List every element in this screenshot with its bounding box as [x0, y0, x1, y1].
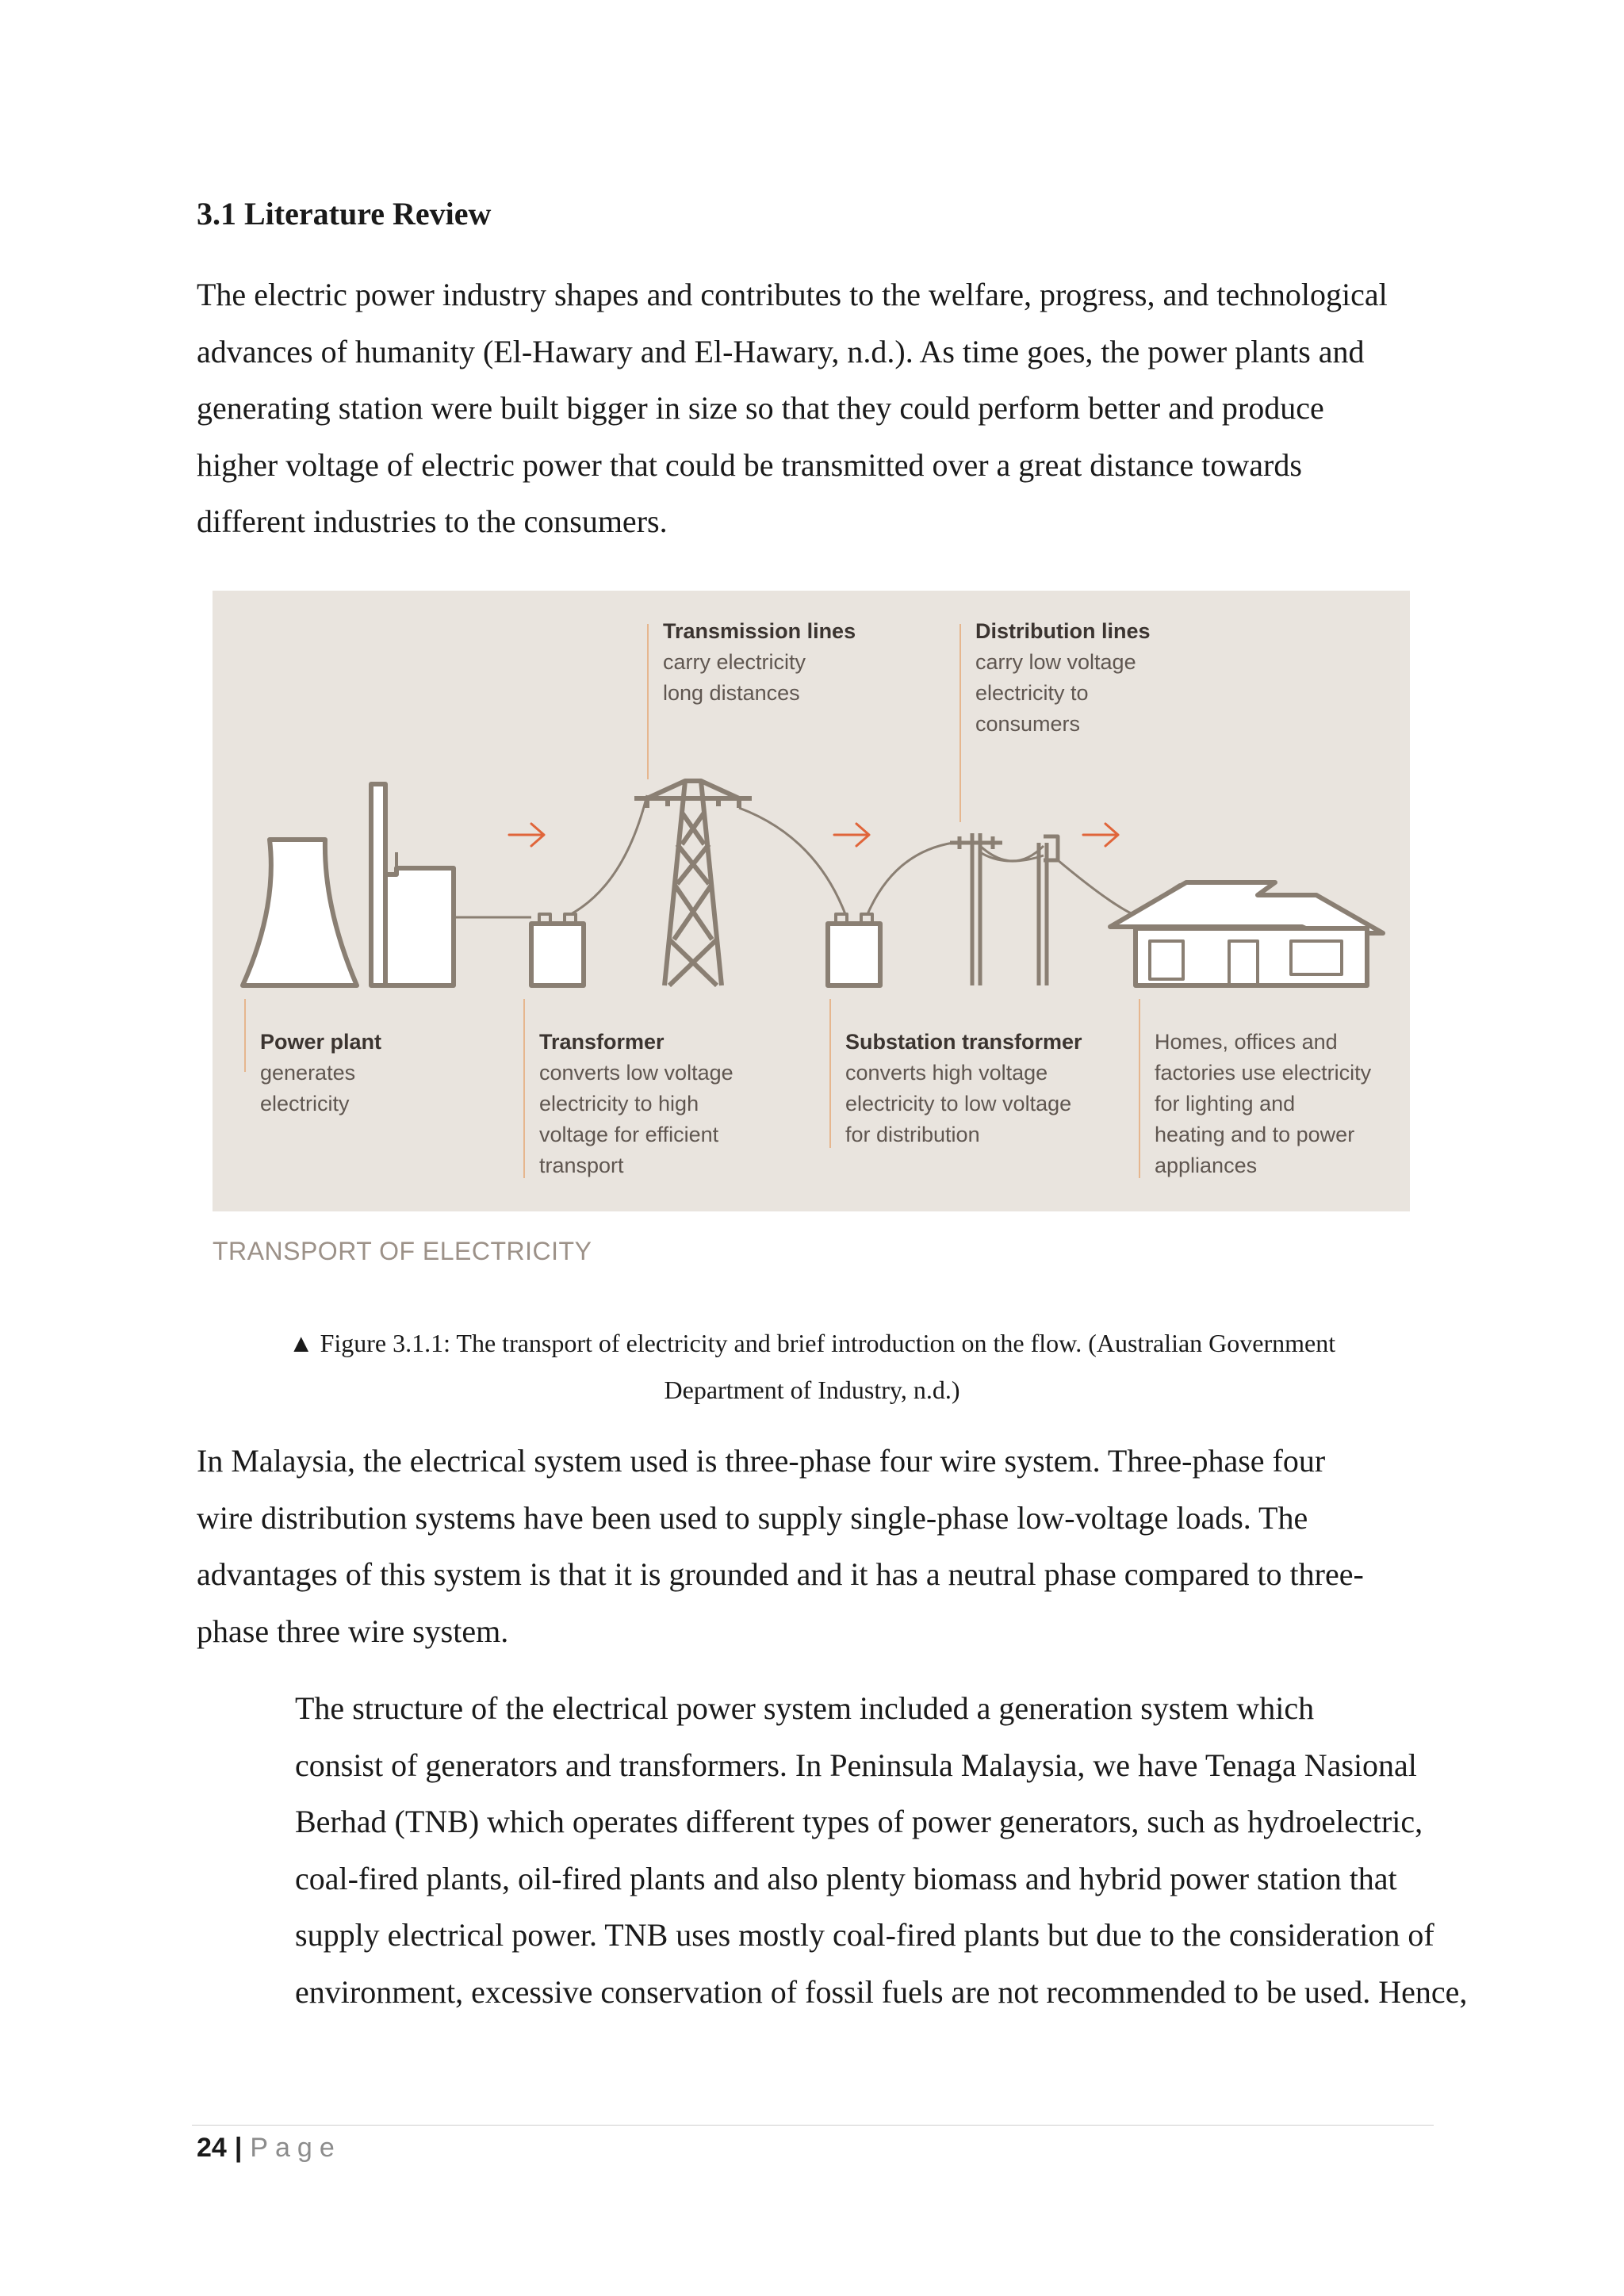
label-desc-line: electricity to — [975, 681, 1089, 705]
label-desc-line: generates — [260, 1061, 356, 1085]
page-label: Page — [250, 2133, 342, 2163]
text-line: generating station were built bigger in size so that they could perform better and produce — [197, 390, 1324, 426]
distribution-pole-2-icon — [1039, 836, 1058, 985]
text-line: environment, excessive conservation of fossil fuels are not recommended to be used. Hence, — [295, 1973, 1468, 2010]
plant-building-icon — [385, 868, 454, 985]
cooling-tower-icon — [243, 840, 357, 985]
label-desc-line: carry electricity — [663, 650, 806, 674]
label-desc-line: electricity to low voltage — [845, 1092, 1072, 1115]
electricity-transport-figure — [213, 591, 1410, 1211]
label-title: Transmission lines — [663, 619, 856, 643]
transmission-tick — [647, 624, 649, 779]
paragraph-intro — [197, 266, 1434, 550]
figure-caption — [238, 1320, 1386, 1414]
paragraph-power-structure — [197, 1680, 1468, 2020]
power-plant-tick — [244, 999, 246, 1072]
caption-line: Department of Industry, n.d.) — [664, 1376, 960, 1404]
label-desc-line: carry low voltage — [975, 650, 1136, 674]
label-title: Substation transformer — [845, 1030, 1082, 1054]
label-transformer — [539, 1027, 733, 1181]
label-desc-line: voltage for efficient — [539, 1123, 719, 1146]
text-line: Berhad (TNB) which operates different types of power generators, such as hydroelectric, — [295, 1804, 1423, 1839]
transmission-wire-left — [571, 795, 647, 914]
text-line: The structure of the electrical power system included a generation system which — [295, 1690, 1315, 1726]
house-wire — [1058, 860, 1140, 917]
transformer-tick — [523, 999, 525, 1178]
page-footer — [197, 2133, 342, 2164]
label-desc-line: converts low voltage — [539, 1061, 733, 1085]
label-desc-line: Homes, offices and — [1155, 1030, 1338, 1054]
label-desc-line: consumers — [975, 712, 1081, 736]
text-line: supply electrical power. TNB uses mostly coal-fired plants but due to the consideration of — [295, 1917, 1434, 1953]
flow-arrow-icon — [1083, 824, 1118, 846]
house-roof-icon — [1110, 882, 1383, 933]
distribution-wire-up — [868, 843, 953, 914]
transmission-wire-right — [739, 808, 845, 914]
text-line: advances of humanity (El-Hawary and El-Hawary, n.d.). As time goes, the power plants and — [197, 333, 1365, 369]
label-distribution-lines — [975, 616, 1151, 740]
label-desc-line: electricity — [260, 1092, 350, 1115]
paragraph-malaysia-system — [197, 1433, 1434, 1659]
caption-line: ▲ Figure 3.1.1: The transport of electricity and brief introduction on the flow. (Australian Government — [288, 1329, 1336, 1357]
text-line: wire distribution systems have been used to supply single-phase low-voltage loads. The — [197, 1499, 1308, 1536]
label-desc-line: heating and to power — [1155, 1123, 1355, 1146]
text-line: advantages of this system is that it is grounded and it has a neutral phase compared to three- — [197, 1556, 1364, 1592]
footer-separator: | — [234, 2133, 243, 2163]
flow-arrow-icon — [509, 824, 544, 846]
label-substation-transformer — [845, 1027, 1082, 1150]
text-line: In Malaysia, the electrical system used is three-phase four wire system. Three-phase four — [197, 1443, 1326, 1479]
label-title: Transformer — [539, 1030, 665, 1054]
homes-tick — [1139, 999, 1140, 1178]
label-title: Distribution lines — [975, 619, 1151, 643]
label-homes-offices — [1155, 1027, 1371, 1181]
label-desc-line: for distribution — [845, 1123, 980, 1146]
pole-wires — [980, 846, 1044, 861]
label-desc-line: for lighting and — [1155, 1092, 1296, 1115]
label-desc-line: appliances — [1155, 1154, 1258, 1177]
figure-title: TRANSPORT OF ELECTRICITY — [213, 1237, 592, 1265]
substation-tick — [829, 999, 831, 1148]
text-line: phase three wire system. — [197, 1613, 509, 1649]
substation-transformer-icon — [828, 924, 880, 985]
label-desc-line: transport — [539, 1154, 624, 1177]
distribution-tick — [959, 624, 961, 822]
label-desc-line: electricity to high — [539, 1092, 699, 1115]
label-title: Power plant — [260, 1030, 382, 1054]
label-desc-line: converts high voltage — [845, 1061, 1048, 1085]
tower-crossarm-icon — [634, 781, 752, 808]
transformer-icon — [531, 924, 584, 985]
text-line: consist of generators and transformers. In Peninsula Malaysia, we have Tenaga Nasional — [295, 1747, 1417, 1783]
transmission-tower-icon — [665, 781, 722, 985]
label-transmission-lines — [663, 616, 856, 709]
label-power-plant — [260, 1027, 381, 1119]
section-heading: 3.1 Literature Review — [197, 196, 492, 232]
label-desc-line: long distances — [663, 681, 800, 705]
flow-arrow-icon — [834, 824, 869, 846]
text-line: coal-fired plants, oil-fired plants and also plenty biomass and hybrid power station that — [295, 1860, 1397, 1896]
footer-divider — [192, 2125, 1434, 2126]
text-line: The electric power industry shapes and contributes to the welfare, progress, and technological — [197, 277, 1388, 312]
text-line: different industries to the consumers. — [197, 503, 668, 539]
house-body-icon — [1136, 928, 1367, 985]
text-line: higher voltage of electric power that could be transmitted over a great distance towards — [197, 446, 1302, 483]
page-number: 24 — [197, 2133, 227, 2163]
label-desc-line: factories use electricity — [1155, 1061, 1372, 1085]
